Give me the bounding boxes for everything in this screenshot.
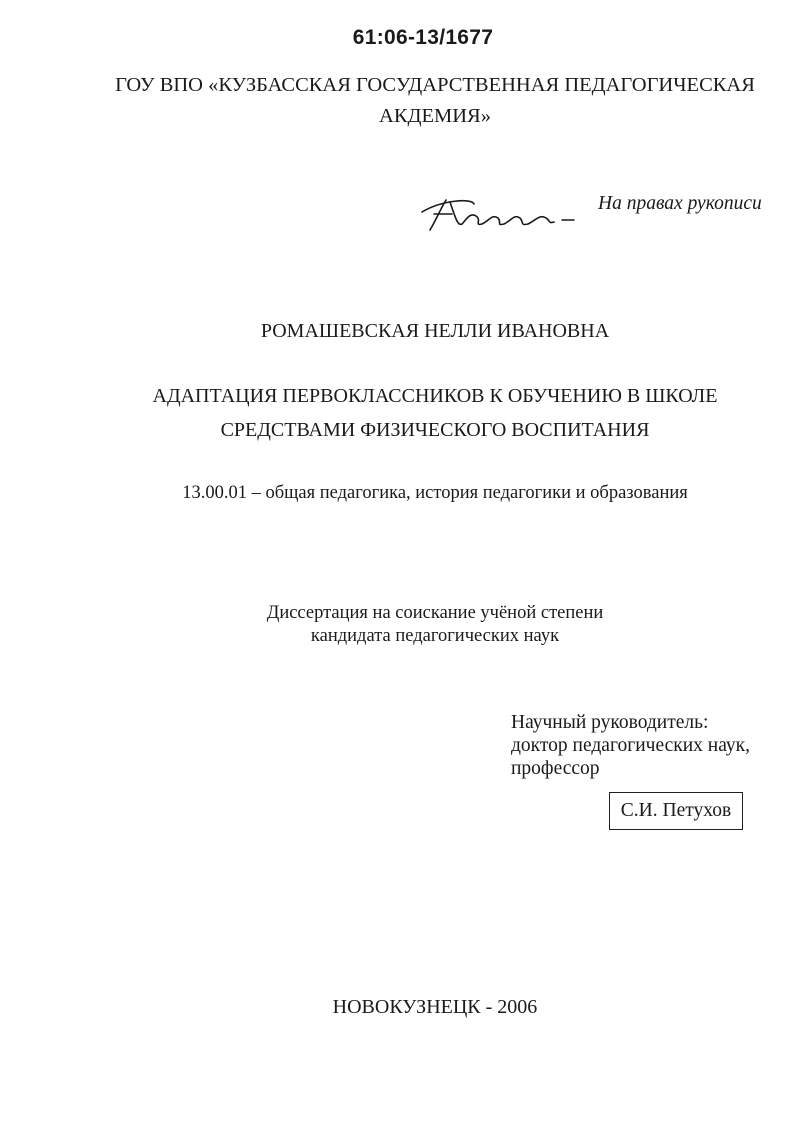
catalog-number: 61:06-13/1677	[352, 26, 494, 49]
thesis-title-line-1: АДАПТАЦИЯ ПЕРВОКЛАССНИКОВ К ОБУЧЕНИЮ В ШКОЛЕ	[152, 385, 718, 407]
supervisor-degree: доктор педагогических наук,	[511, 735, 750, 756]
supervisor-rank: профессор	[511, 758, 600, 779]
specialty-code: 13.00.01 – общая педагогика, история педагогики и образования	[182, 483, 688, 503]
degree-line-2: кандидата педагогических наук	[310, 626, 560, 646]
supervisor-name-box: С.И. Петухов	[609, 792, 743, 830]
supervisor-label: Научный руководитель:	[511, 712, 709, 733]
city-year: НОВОКУЗНЕЦК - 2006	[332, 996, 538, 1018]
manuscript-note: На правах рукописи	[598, 193, 762, 214]
institution-line-1: ГОУ ВПО «КУЗБАССКАЯ ГОСУДАРСТВЕННАЯ ПЕДАГОГИЧЕСКАЯ	[115, 74, 755, 96]
institution-line-2: АКДЕМИЯ»	[379, 105, 491, 127]
thesis-title-line-2: СРЕДСТВАМИ ФИЗИЧЕСКОГО ВОСПИТАНИЯ	[220, 419, 650, 441]
degree-line-1: Диссертация на соискание учёной степени	[266, 603, 604, 623]
author-signature	[412, 190, 592, 238]
author-name: РОМАШЕВСКАЯ НЕЛЛИ ИВАНОВНА	[260, 320, 610, 342]
